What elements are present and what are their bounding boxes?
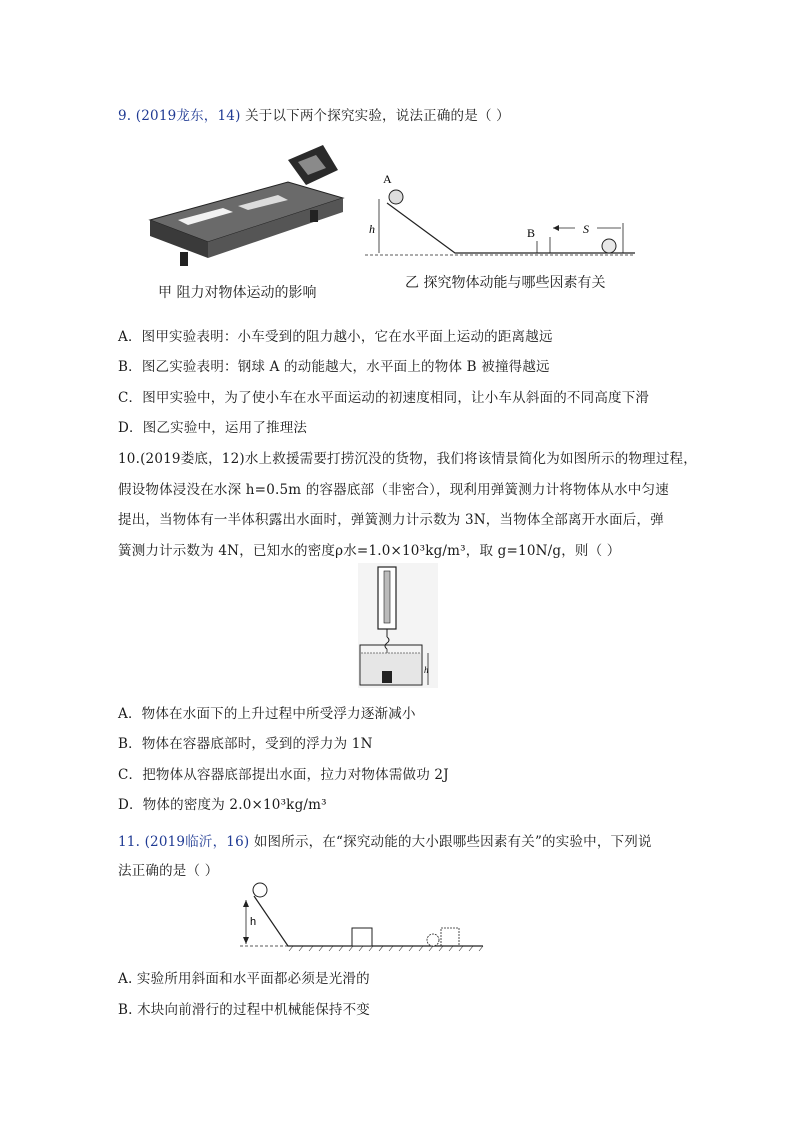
q11-number: 11. — [118, 834, 141, 850]
q11-line-1 — [118, 830, 652, 850]
q11-line-2: 法正确的是（ ） — [118, 863, 219, 879]
q10-fig-label-h: h — [424, 665, 429, 675]
q10-option-c: C．把物体从容器底部提出水面，拉力对物体需做功 2J — [118, 767, 449, 783]
q10-line-4: 簧测力计示数为 4N，已知水的密度ρ水=1.0×10³kg/m³，取 g=10N/g，则（ ） — [118, 543, 621, 559]
q10-option-d: D．物体的密度为 2.0×10³kg/m³ — [118, 797, 327, 813]
label-S: S — [583, 222, 589, 236]
q9-option-c: C．图甲实验中，为了使小车在水平面运动的初速度相同，让小车从斜面的不同高度下滑 — [118, 390, 650, 406]
q10-line-3: 提出，当物体有一半体积露出水面时，弹簧测力计示数为 3N，当物体全部离开水面后，弹 — [118, 512, 664, 528]
q10-text-1: 水上救援需要打捞沉没的货物，我们将该情景简化为如图所示的物理过程， — [244, 451, 697, 467]
q11-fig-label-h: h — [250, 916, 257, 928]
q10-option-a: A．物体在水面下的上升过程中所受浮力逐渐减小 — [118, 706, 416, 722]
q9-option-d: D．图乙实验中，运用了推理法 — [118, 420, 308, 436]
q10-source: (2019娄底，12) — [140, 451, 245, 467]
q9-figure-jia — [138, 140, 348, 275]
q11-source: (2019临沂，16) — [144, 834, 250, 850]
q10-line-1 — [118, 447, 697, 467]
q9-stem — [118, 104, 510, 124]
q9-option-b: B．图乙实验表明：钢球 A 的动能越大，水平面上的物体 B 被撞得越远 — [118, 359, 550, 375]
q9-source: (2019龙东，14) — [135, 108, 241, 124]
q11-figure — [238, 880, 488, 955]
q10-option-b: B．物体在容器底部时，受到的浮力为 1N — [118, 736, 373, 752]
q9-fig-a-caption: 甲 阻力对物体运动的影响 — [158, 285, 317, 301]
q9-number: 9. — [118, 108, 132, 124]
label-h: h — [369, 222, 375, 236]
q9-stem-text: 关于以下两个探究实验，说法正确的是（ ） — [245, 108, 510, 124]
q10-line-2: 假设物体浸没在水深 h=0.5m 的容器底部（非密合），现利用弹簧测力计将物体从水中匀速 — [118, 482, 669, 498]
q9-option-a: A．图甲实验表明：小车受到的阻力越小，它在水平面上运动的距离越远 — [118, 329, 553, 345]
q10-prefix: 10. — [118, 451, 141, 467]
q11-option-b: B. 木块向前滑行的过程中机械能保持不变 — [118, 1002, 371, 1018]
q9-fig-b-caption: 乙 探究物体动能与哪些因素有关 — [405, 275, 606, 291]
q11-option-a: A. 实验所用斜面和水平面都必须是光滑的 — [118, 971, 370, 987]
label-A: A — [383, 172, 392, 186]
q9-figure-yi — [365, 165, 645, 265]
label-B: B — [527, 226, 536, 240]
q11-stem-line1: 如图所示，在“探究动能的大小跟哪些因素有关”的实验中，下列说 — [253, 834, 652, 850]
q10-figure — [358, 563, 438, 688]
